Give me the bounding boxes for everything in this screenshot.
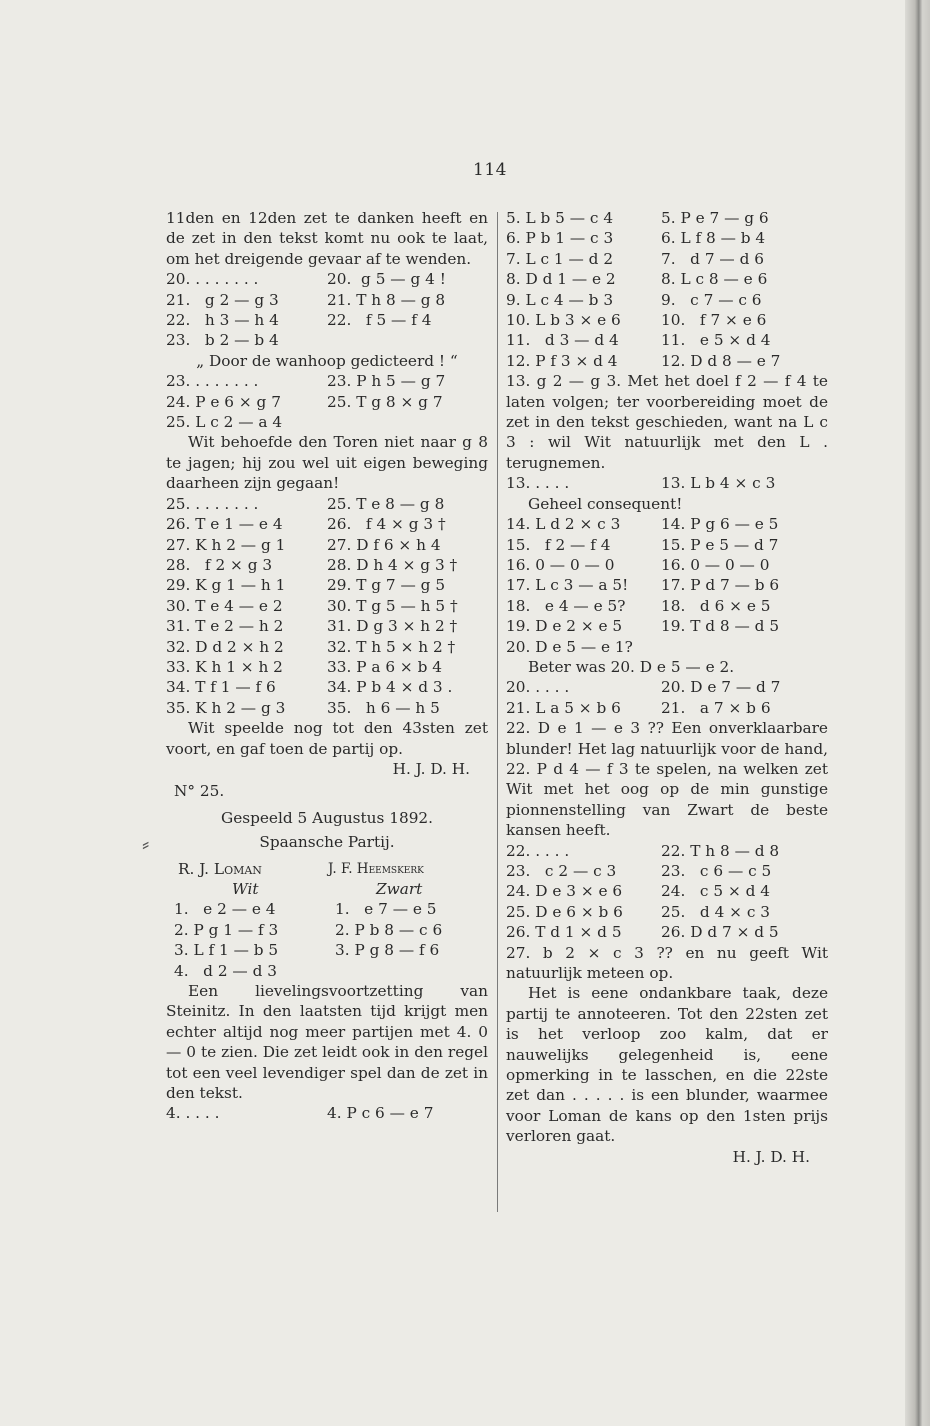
right-comment-4: 22. D e 1 — e 3 ?? Een onverklaarbare blunder! Het lag natuurlijk voor de hand, 22. P d 4 — f 3 te spelen, na welken zet Wit met het oog op de min gunstige pionnenstelling van Zwart de beste kansen heeft. [506, 719, 828, 840]
move-row [166, 637, 488, 657]
move-black: 13. L b 4 × c 3 [661, 474, 776, 493]
move-row [166, 596, 488, 616]
move-black: 22. T h 8 — d 8 [661, 841, 780, 860]
move-row [506, 637, 828, 657]
move-white: 12. P f 3 × d 4 [506, 351, 618, 370]
move-white: 16. 0 — 0 — 0 [506, 555, 615, 574]
move-white: 26. T d 1 × d 5 [506, 923, 622, 942]
left-comment-2: Wit speelde nog tot den 43sten zet voort, en gaf toen de partij op. [166, 719, 488, 758]
game-date: Gespeeld 5 Augustus 1892. [220, 808, 434, 827]
right-comment-6: Het is eene ondankbare taak, deze partij te annoteeren. Tot den 22sten zet is het verloop zoo kalm, dat er nauwelijks gelegenheid is, eene opmerking in te lasschen, en die 22ste zet dan . . . . . is een blunder, waarmee voor Loman de kans op den 1sten prijs verloren gaat. [506, 984, 828, 1146]
left-moves-a [166, 269, 488, 351]
move-row [506, 922, 828, 942]
move-white: 23. b 2 — b 4 [166, 331, 279, 350]
move-row [506, 555, 828, 575]
move-black: 12. D d 8 — e 7 [661, 351, 781, 370]
move-row [506, 902, 828, 922]
move-black: 30. T g 5 — h 5 † [327, 596, 458, 615]
players-row [166, 859, 488, 879]
move-white: 4. . . . . [166, 1104, 220, 1123]
move-black: 16. 0 — 0 — 0 [661, 555, 770, 574]
move-white: 20. D e 5 — e 1? [506, 637, 633, 656]
move-white: 23. c 2 — c 3 [506, 862, 617, 880]
game-opening: Spaansche Partij. [259, 833, 395, 852]
margin-pencil-mark: ⸗ [142, 832, 150, 857]
move-row [506, 881, 828, 901]
move-black: 23. c 6 — c 5 [661, 862, 772, 880]
player-black: J. F. Heemskerk [328, 860, 424, 877]
move-black: 6. L f 8 — b 4 [661, 229, 766, 248]
right-column [506, 208, 828, 1167]
left-moves-e [166, 1103, 488, 1123]
move-white: 25. D e 6 × b 6 [506, 902, 623, 921]
move-row [506, 290, 828, 310]
side-white: Wit [232, 880, 259, 898]
move-row [166, 392, 488, 412]
move-row [166, 290, 488, 310]
move-black: 15. P e 5 — d 7 [661, 535, 779, 554]
move-black: 21. a 7 × b 6 [661, 698, 771, 717]
move-row [166, 310, 488, 330]
column-rule [497, 212, 498, 1212]
move-black: 21. T h 8 — g 8 [327, 290, 446, 309]
move-black: 25. T e 8 — g 8 [327, 494, 445, 513]
move-white: 14. L d 2 × c 3 [506, 515, 621, 534]
move-white: 2. P g 1 — f 3 [174, 920, 279, 939]
move-white: 21. g 2 — g 3 [166, 290, 279, 309]
move-black: 31. D g 3 × h 2 † [327, 617, 458, 636]
move-black: 20. g 5 — g 4 ! [327, 270, 446, 289]
move-row [506, 310, 828, 330]
move-row [166, 1103, 488, 1123]
right-comment-1: 13. g 2 — g 3. Met het doel f 2 — f 4 te laten volgen; ter voorbereiding moet de zet in den tekst geschieden, want na L c 3 : wil Wit natuurlijk met den L . terugnemen. [506, 372, 828, 472]
move-black: 33. P a 6 × b 4 [327, 657, 442, 676]
player-white: R. J. Loman [178, 859, 262, 878]
move-white: 6. P b 1 — c 3 [506, 229, 614, 248]
move-row [506, 841, 828, 861]
move-white: 15. f 2 — f 4 [506, 535, 611, 554]
move-row [166, 698, 488, 718]
left-column [166, 208, 488, 1124]
move-white: 5. L b 5 — c 4 [506, 209, 614, 227]
left-moves-c [166, 494, 488, 718]
move-white: 9. L c 4 — b 3 [506, 290, 614, 309]
page-number: 114 [473, 160, 507, 180]
move-white: 13. . . . . [506, 474, 570, 493]
sides-row [166, 879, 488, 899]
move-white: 22. . . . . [506, 841, 570, 860]
move-black: 2. P b 8 — c 6 [335, 920, 443, 939]
game-number: N° 25. [174, 782, 225, 801]
move-black: 24. c 5 × d 4 [661, 882, 771, 901]
move-white: 10. L b 3 × e 6 [506, 311, 621, 330]
move-white: 24. D e 3 × e 6 [506, 882, 623, 901]
move-white: 1. e 2 — e 4 [174, 900, 276, 919]
move-white: 18. e 4 — e 5? [506, 596, 626, 615]
move-row [166, 555, 488, 575]
side-black: Zwart [376, 880, 423, 898]
move-white: 7. L c 1 — d 2 [506, 249, 614, 268]
move-black: 5. P e 7 — g 6 [661, 209, 769, 227]
move-black: 27. D f 6 × h 4 [327, 535, 441, 554]
move-row [174, 899, 488, 919]
move-white: 25. L c 2 — a 4 [166, 413, 283, 432]
move-row [506, 861, 828, 881]
move-row [506, 535, 828, 555]
move-white: 21. L a 5 × b 6 [506, 698, 621, 717]
move-black: 25. d 4 × c 3 [661, 902, 771, 921]
move-white: 27. K h 2 — g 1 [166, 535, 286, 554]
move-black: 1. e 7 — e 5 [335, 900, 437, 919]
move-row [506, 698, 828, 718]
move-black: 10. f 7 × e 6 [661, 311, 767, 330]
move-black: 4. P c 6 — e 7 [327, 1104, 434, 1123]
move-white: 17. L c 3 — a 5! [506, 576, 629, 595]
move-white: 22. h 3 — h 4 [166, 311, 279, 330]
move-white: 28. f 2 × g 3 [166, 555, 273, 574]
right-moves-b [506, 473, 828, 493]
right-comment-5: 27. b 2 × c 3 ?? en nu geeft Wit natuurlijk meteen op. [506, 943, 828, 983]
move-row [506, 596, 828, 616]
move-row [506, 249, 828, 269]
left-comment-3: Een lievelingsvoortzetting van Steinitz. In den laatsten tijd krijgt men echter altijd nog meer partijen met 4. 0 — 0 te zien. Die zet leidt ook in den regel tot een veel levendiger spel dan de zet in den tekst. [166, 982, 488, 1103]
right-signature: H. J. D. H. [732, 1147, 810, 1166]
move-row [166, 269, 488, 289]
move-black: 19. T d 8 — d 5 [661, 617, 780, 636]
move-white: 32. D d 2 × h 2 [166, 637, 284, 656]
move-row [174, 940, 488, 960]
move-white: 3. L f 1 — b 5 [174, 941, 279, 960]
move-black: 20. D e 7 — d 7 [661, 678, 781, 697]
move-row [174, 961, 488, 981]
move-white: 24. P e 6 × g 7 [166, 392, 281, 411]
right-moves-c [506, 514, 828, 657]
left-intro: 11den en 12den zet te danken heeft en de zet in den tekst komt nu ook te laat, om het dreigende gevaar af te wenden. [166, 209, 488, 268]
left-comment-1: Wit behoefde den Toren niet naar g 8 te jagen; hij zou wel uit eigen beweging daarheen zijn gegaan! [166, 433, 488, 493]
move-row [166, 412, 488, 432]
move-white: 20. . . . . . . . [166, 270, 259, 289]
move-black: 34. P b 4 × d 3 . [327, 678, 453, 697]
move-row [166, 657, 488, 677]
left-signature: H. J. D. H. [392, 759, 470, 778]
move-black: 26. D d 7 × d 5 [661, 923, 779, 942]
move-row [166, 330, 488, 350]
left-moves-b [166, 371, 488, 432]
move-black: 29. T g 7 — g 5 [327, 576, 446, 595]
move-row [506, 351, 828, 371]
move-black: 14. P g 6 — e 5 [661, 515, 779, 534]
move-black: 9. c 7 — c 6 [661, 290, 762, 309]
right-comment-2: Geheel consequent! [528, 494, 683, 513]
move-white: 23. . . . . . . . [166, 372, 259, 391]
move-white: 8. D d 1 — e 2 [506, 270, 616, 289]
move-row [506, 330, 828, 350]
move-row [166, 494, 488, 514]
move-black: 17. P d 7 — b 6 [661, 576, 780, 595]
move-black: 35. h 6 — h 5 [327, 698, 440, 717]
move-black: 32. T h 5 × h 2 † [327, 637, 456, 656]
move-row [166, 535, 488, 555]
move-white: 4. d 2 — d 3 [174, 961, 277, 980]
move-white: 11. d 3 — d 4 [506, 331, 619, 350]
move-black: 25. T g 8 × g 7 [327, 392, 443, 411]
move-white: 35. K h 2 — g 3 [166, 698, 286, 717]
move-row [506, 514, 828, 534]
move-row [506, 228, 828, 248]
move-white: 19. D e 2 × e 5 [506, 617, 623, 636]
right-comment-3: Beter was 20. D e 5 — e 2. [528, 657, 735, 676]
move-black: 28. D h 4 × g 3 † [327, 555, 458, 574]
move-black: 18. d 6 × e 5 [661, 596, 771, 615]
move-row [506, 575, 828, 595]
right-moves-a [506, 208, 828, 371]
right-moves-e [506, 841, 828, 943]
move-black: 26. f 4 × g 3 † [327, 515, 446, 534]
move-row [166, 575, 488, 595]
move-white: 30. T e 4 — e 2 [166, 596, 283, 615]
move-row [506, 208, 828, 228]
move-white: 34. T f 1 — f 6 [166, 678, 276, 697]
move-black: 11. e 5 × d 4 [661, 331, 771, 350]
left-quote: „ Door de wanhoop gedicteerd ! “ [196, 351, 458, 370]
move-row [506, 616, 828, 636]
move-black: 23. P h 5 — g 7 [327, 372, 446, 391]
move-white: 33. K h 1 × h 2 [166, 657, 283, 676]
move-row [166, 371, 488, 391]
move-black: 22. f 5 — f 4 [327, 311, 432, 330]
move-row [174, 920, 488, 940]
move-row [506, 677, 828, 697]
move-white: 20. . . . . [506, 678, 570, 697]
move-white: 29. K g 1 — h 1 [166, 576, 286, 595]
move-black: 3. P g 8 — f 6 [335, 941, 440, 960]
right-moves-d [506, 677, 828, 718]
move-white: 25. . . . . . . . [166, 494, 259, 513]
move-row [166, 514, 488, 534]
move-white: 26. T e 1 — e 4 [166, 515, 283, 534]
page-edge [905, 0, 930, 1426]
move-row [166, 677, 488, 697]
move-row [506, 269, 828, 289]
left-moves-d [166, 899, 488, 981]
move-white: 31. T e 2 — h 2 [166, 617, 284, 636]
move-row [506, 473, 828, 493]
move-black: 7. d 7 — d 6 [661, 249, 764, 268]
move-black: 8. L c 8 — e 6 [661, 270, 768, 289]
move-row [166, 616, 488, 636]
